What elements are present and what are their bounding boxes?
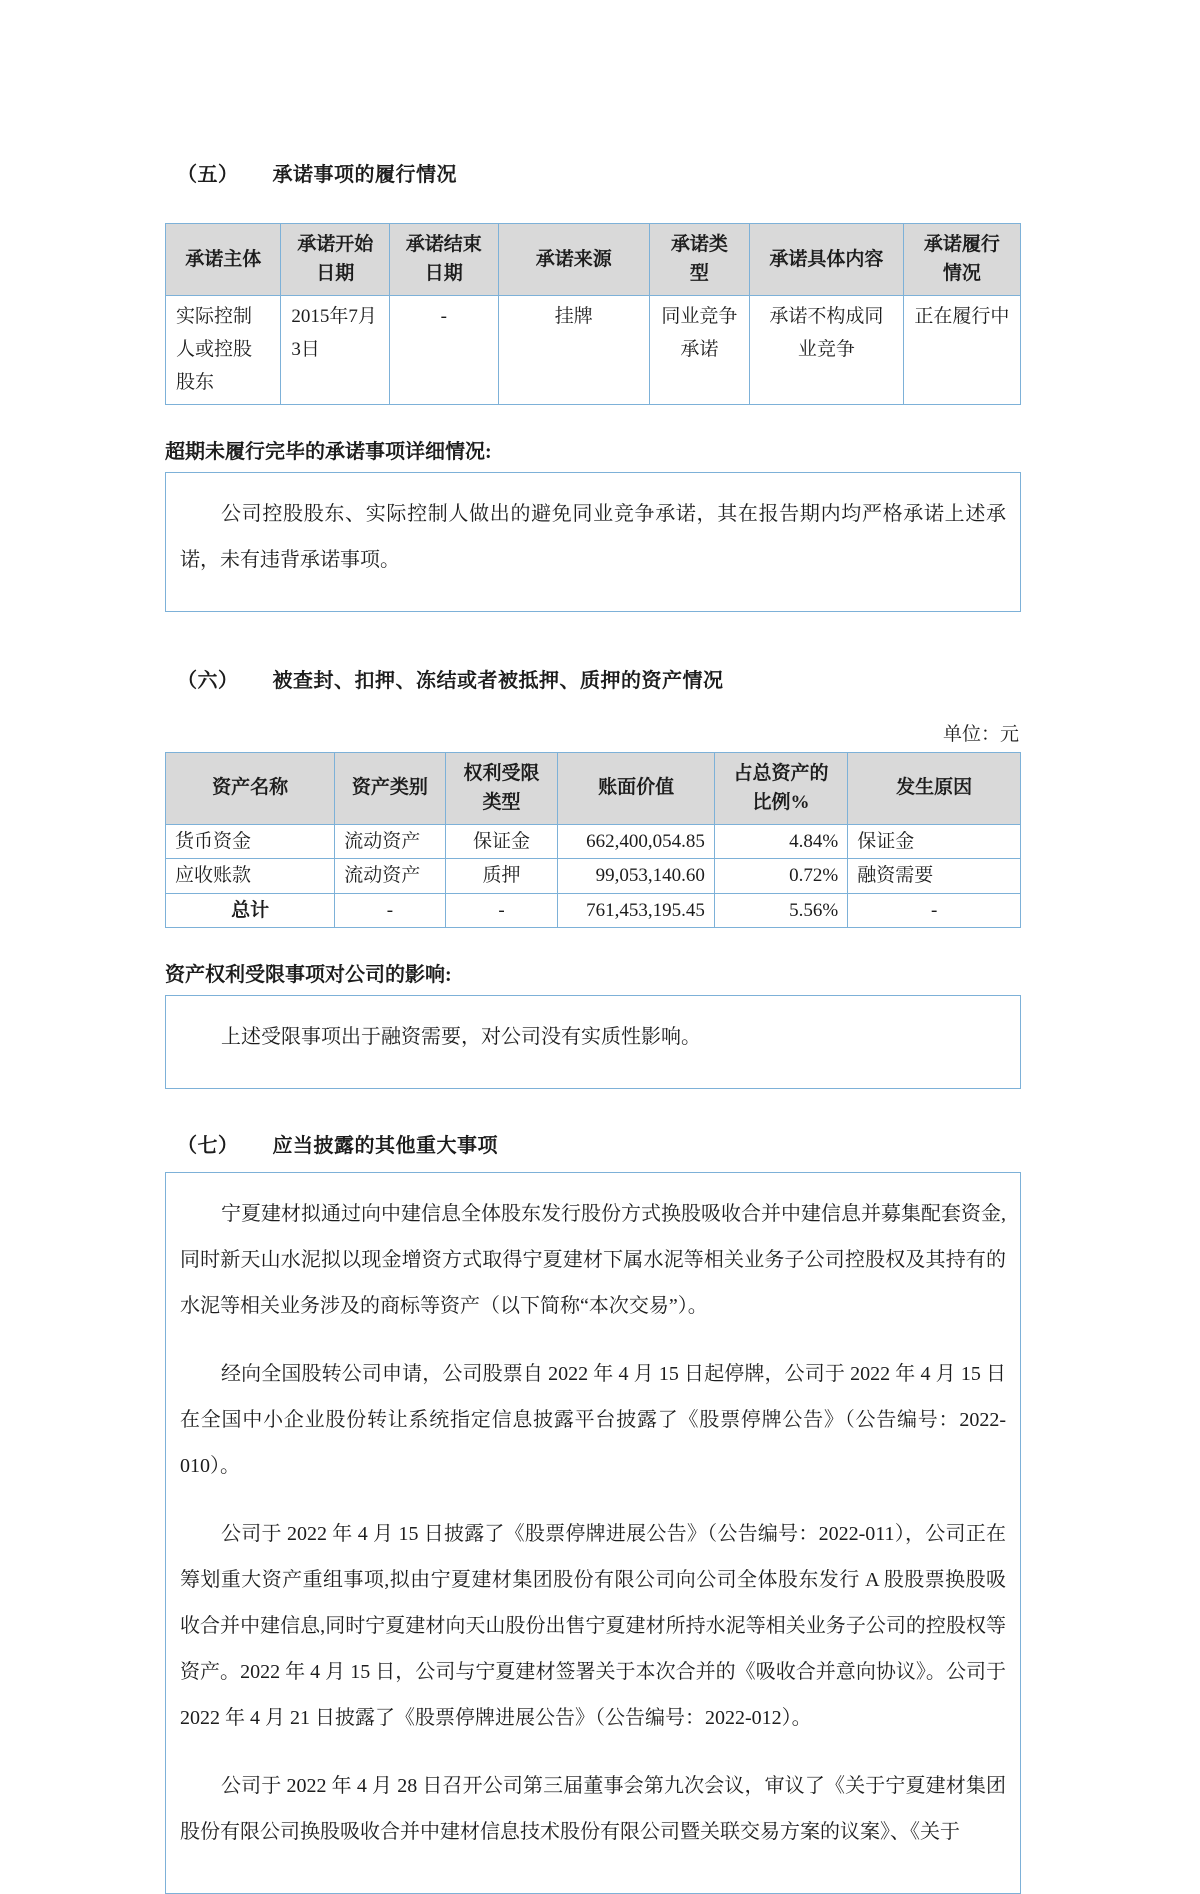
commitments-header-row [166,224,1021,296]
cell-total-label: 总计 [166,893,335,928]
overdue-box [165,472,1021,612]
cell-ratio: 0.72% [714,859,847,894]
cell-commit-end: - [390,295,499,404]
section-6-title: 被查封、扣押、冻结或者被抵押、质押的资产情况 [272,669,724,692]
cell-commit-start: 2015年7月3日 [281,295,390,404]
cell-book-value: 761,453,195.45 [558,893,714,928]
table-row-total [166,893,1021,928]
cell-restriction-type: 保证金 [445,824,558,859]
major-events-paragraph: 经向全国股转公司申请，公司股票自 2022 年 4 月 15 日起停牌，公司于 2022 年 4 月 15 日在全国中小企业股份转让系统指定信息披露平台披露了《股票停牌公告》（公告编号：2022-010）。 [180,1363,1006,1478]
impact-box [165,995,1021,1089]
col-header: 承诺类型 [649,224,749,296]
col-header: 承诺结束日期 [390,224,499,296]
table-row [166,824,1021,859]
cell-book-value: 662,400,054.85 [558,824,714,859]
section-6-number: （六） [177,669,239,692]
cell-commit-status: 正在履行中 [903,295,1020,404]
table-row [166,295,1021,404]
col-header: 资产名称 [166,752,335,824]
col-header: 发生原因 [848,752,1021,824]
cell-asset-class: 流动资产 [335,824,445,859]
cell-reason: 融资需要 [848,859,1021,894]
section-7-heading [177,1129,1021,1158]
major-events-box [165,1172,1021,1894]
cell-commit-content: 承诺不构成同业竞争 [749,295,903,404]
cell-commit-subject: 实际控制人或控股股东 [166,295,281,404]
col-header: 权利受限类型 [445,752,558,824]
section-7-title: 应当披露的其他重大事项 [272,1135,498,1158]
section-5-number: （五） [177,164,239,186]
col-header: 账面价值 [558,752,714,824]
cell-ratio: 4.84% [714,824,847,859]
col-header: 承诺履行情况 [903,224,1020,296]
cell-asset-name: 应收账款 [166,859,335,894]
section-6-heading [177,664,1021,693]
assets-table [165,752,1021,929]
section-5-title: 承诺事项的履行情况 [272,164,457,186]
major-events-paragraph: 公司于 2022 年 4 月 28 日召开公司第三届董事会第九次会议，审议了《关于宁夏建材集团股份有限公司换股吸收合并中建材信息技术股份有限公司暨关联交易方案的议案》、《关于 [180,1775,1006,1844]
cell-asset-name: 货币资金 [166,824,335,859]
col-header: 承诺主体 [166,224,281,296]
cell-restriction-type: 质押 [445,859,558,894]
col-header: 承诺具体内容 [749,224,903,296]
col-header: 资产类别 [335,752,445,824]
cell-asset-class: - [335,893,445,928]
overdue-label: 超期未履行完毕的承诺事项详细情况: [165,440,492,463]
cell-restriction-type: - [445,893,558,928]
cell-commit-type: 同业竞争承诺 [649,295,749,404]
cell-asset-class: 流动资产 [335,859,445,894]
unit-label: 单位：元 [942,723,1019,745]
cell-commit-source: 挂牌 [498,295,649,404]
col-header: 承诺开始日期 [281,224,390,296]
section-7-number: （七） [177,1135,239,1158]
cell-reason: - [848,893,1021,928]
table-row [166,859,1021,894]
major-events-paragraph: 宁夏建材拟通过向中建信息全体股东发行股份方式换股吸收合并中建信息并募集配套资金,同时新天山水泥拟以现金增资方式取得宁夏建材下属水泥等相关业务子公司控股权及其持有的水泥等相关业务涉及的商标等资产（以下简称“本次交易”）。 [180,1203,1006,1318]
cell-reason: 保证金 [848,824,1021,859]
section-5-heading [177,158,1021,187]
col-header: 占总资产的比例% [714,752,847,824]
major-events-paragraph: 公司于 2022 年 4 月 15 日披露了《股票停牌进展公告》（公告编号：2022-011），公司正在筹划重大资产重组事项,拟由宁夏建材集团股份有限公司向公司全体股东发行 A 股股票换股吸收合并中建信息,同时宁夏建材向天山股份出售宁夏建材所持水泥等相关业务子公司的控股权等资产。2022 年 4 月 15 日，公司与宁夏建材签署关于本次合并的《吸收合并意向协议》。公司于 2022 年 4 月 21 日披露了《股票停牌进展公告》（公告编号：2022-012）。 [180,1523,1006,1730]
impact-text: 上述受限事项出于融资需要，对公司没有实质性影响。 [221,1026,701,1049]
assets-header-row [166,752,1021,824]
col-header: 承诺来源 [498,224,649,296]
commitments-table [165,223,1021,405]
cell-book-value: 99,053,140.60 [558,859,714,894]
impact-label: 资产权利受限事项对公司的影响: [165,964,452,987]
overdue-text: 公司控股股东、实际控制人做出的避免同业竞争承诺，其在报告期内均严格承诺上述承诺，未有违背承诺事项。 [180,502,1006,571]
cell-ratio: 5.56% [714,893,847,928]
